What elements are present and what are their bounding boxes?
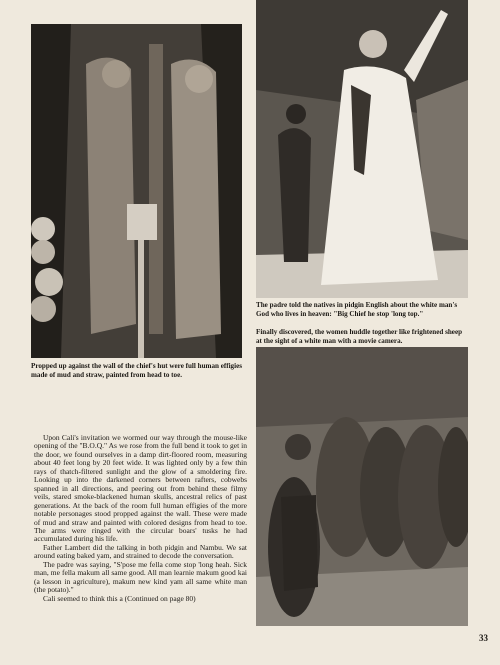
padre-caption: The padre told the natives in pidgin English about the white man's God who lives in heaven: "Big Chief he stop 'long top." [256,301,458,318]
effigies-photo [31,24,242,358]
article-paragraph: Cali seemed to think this a (Continued on page 80) [43,593,196,603]
women-photo [256,347,468,626]
article-body [34,434,247,603]
women-caption: Finally discovered, the women huddle together like frightened sheep at the sight of a white man with a movie camera. [256,328,463,345]
effigies-caption: Propped up against the wall of the chief's hut were full human effigies made of mud and straw, painted from head to toe. [31,362,242,379]
article-paragraph: Father Lambert did the talking in both pidgin and Nambu. We sat around eating baked yam, and strained to decode the conversation. [34,542,247,561]
article-paragraph: The padre was saying, "S'pose me fella come stop 'long heah. Sick man, me fella makum all same good. All man learnie makum good kai (a lesson in agriculture), makum new kind yam all same white man (the potato)." [34,559,247,595]
page-number: 33 [479,633,488,643]
padre-photo [256,0,468,298]
article-paragraph: Upon Cali's invitation we wormed our way through the mouse-like opening of the "B.O.Q." As we rose from the full bend it took to get in the door, we found ourselves in a damp dirt-floored room, measuring about 40 feet long by 20 feet wide. It was lighted only by a few thin rays of thatch-filtered sunlight and the glow of a smoldering fire. Looking up into the darkened corners between rafters, cobwebs spanned in all directions, and peering out from behind these filmy veils, stared smoke-blackened human skulls, ancestral relics of past generations. At the back of the room full human effigies of the more notable personages stood propped against the wall. These were made of mud and straw and painted with colored designs from head to toe. The arms were ringed with the circular boars' tusks he had accumulated during his life. [34,433,247,544]
